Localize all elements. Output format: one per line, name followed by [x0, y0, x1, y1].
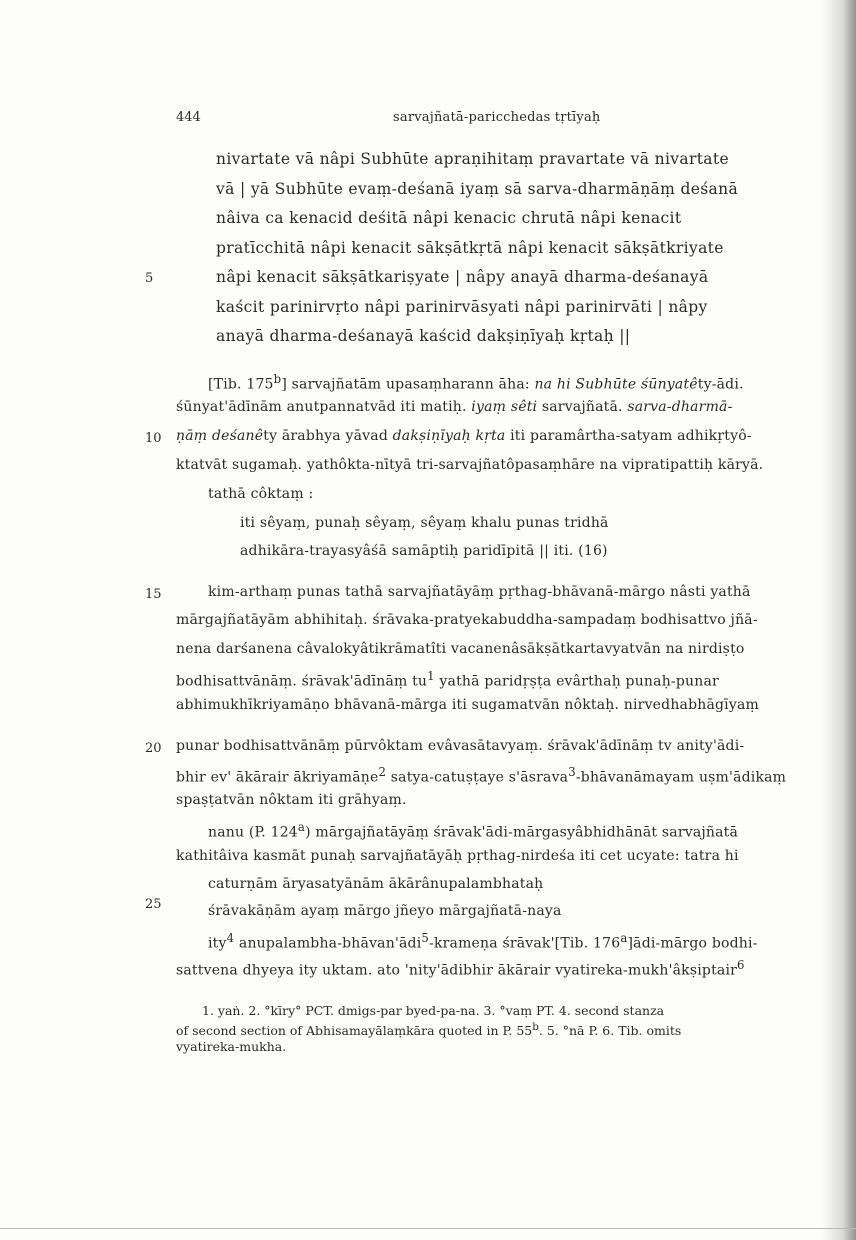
- commentary-line: [176, 958, 745, 979]
- footnote-line: vyatireka-mukha.: [176, 1039, 287, 1055]
- superscript: 5: [421, 931, 430, 945]
- text-run: anupalambha-bhāvan'ādi: [234, 935, 422, 952]
- footnotes: [176, 1003, 776, 1055]
- text-run: sattvena dhyeya ity uktam. ato 'nity'ādibhir ākārair vyatireka-mukh'âkṣiptair: [176, 962, 738, 979]
- commentary-line: mārgajñatāyām abhihitaḥ. śrāvaka-pratyekabuddha-sampadaṃ bodhisattvo jñā-: [176, 612, 758, 628]
- text-run: sarvajñatā.: [541, 399, 623, 415]
- commentary-line: nena darśanena câvalokyâtikrāmatîti vacanenâsākṣātkartavyatvān na nirdiṣṭo: [176, 641, 745, 657]
- line-number-15: 15: [145, 587, 162, 602]
- superscript: 6: [737, 958, 745, 972]
- line-number-10: 10: [145, 431, 162, 446]
- text-run: of second section of Abhisamayālaṃkāra quoted in P. 55: [176, 1023, 533, 1039]
- superscript: a: [620, 931, 628, 945]
- text-run: [Tib. 175: [208, 376, 274, 393]
- page-number: 444: [176, 110, 201, 125]
- text-run: nanu (P. 124: [208, 824, 298, 841]
- italic-run: sarva-dharmā-: [627, 399, 733, 415]
- text-run: ity: [208, 935, 227, 952]
- body-line: nivartate vā nâpi Subhūte apraṇihitaṃ pravartate vā nivartate: [216, 150, 729, 168]
- italic-run: ṇāṃ deśanê: [176, 428, 264, 444]
- text-run: ] sarvajñatām upasaṃharann āha:: [281, 376, 530, 393]
- body-line: vā | yā Subhūte evaṃ-deśanā iyaṃ sā sarva-dharmāṇāṃ deśanā: [216, 180, 739, 198]
- page-bottom-rule: [0, 1228, 856, 1229]
- text-run: -krameṇa śrāvak'[Tib. 176: [429, 935, 621, 952]
- italic-run: dakṣiṇīyaḥ kṛta: [392, 428, 506, 444]
- body-line: pratīcchitā nâpi kenacit sākṣātkṛtā nâpi kenacit sākṣātkriyate: [216, 239, 724, 257]
- line-number-5: 5: [145, 271, 154, 286]
- text-run: -bhāvanāmayam uṣm'ādikaṃ: [575, 769, 787, 786]
- italic-run: iyaṃ: [471, 399, 507, 415]
- superscript: 3: [568, 765, 576, 779]
- italic-run: sêti: [510, 399, 538, 415]
- commentary-line: kim-arthaṃ punas tathā sarvajñatāyāṃ pṛthag-bhāvanā-mārgo nâsti yathā: [208, 584, 751, 600]
- text-run: . 5. °nā P. 6. Tib. omits: [538, 1023, 682, 1039]
- text-run: ) mārgajñatāyāṃ śrāvak'ādi-mārgasyâbhidhānāt sarvajñatā: [305, 824, 739, 841]
- commentary-line: [176, 428, 752, 444]
- commentary-line: [176, 765, 786, 786]
- superscript: 2: [378, 765, 387, 779]
- commentary-line: abhimukhīkriyamāṇo bhāvanā-mārga iti sugamatvān nôktaḥ. nirvedhabhāgīyaṃ: [176, 697, 759, 713]
- commentary-line: kathitâiva kasmāt punaḥ sarvajñatāyāḥ pṛthag-nirdeśa iti cet ucyate: tatra hi: [176, 848, 739, 864]
- commentary-line: [208, 931, 758, 952]
- footnote-line: 1. yaṅ. 2. °kīry° PCT. dmigs-par byed-pa-na. 3. °vaṃ PT. 4. second stanza: [202, 1003, 665, 1018]
- superscript: b: [273, 372, 282, 386]
- verse-line: śrāvakāṇām ayaṃ mārgo jñeyo mārgajñatā-naya: [208, 903, 562, 919]
- text-run: yathā paridṛṣṭa evârthaḥ punaḥ-punar: [434, 673, 719, 690]
- superscript: 4: [226, 931, 235, 945]
- body-line: nâpi kenacit sākṣātkariṣyate | nâpy anayā dharma-deśanayā: [216, 268, 709, 286]
- commentary-line: punar bodhisattvānāṃ pūrvôktam evâvasātavyaṃ. śrāvak'ādīnāṃ tv anity'ādi-: [176, 738, 745, 754]
- footnote-line: [176, 1019, 776, 1039]
- commentary-line: ktatvāt sugamaḥ. yathôkta-nītyā tri-sarvajñatôpasaṃhāre na vipratipattiḥ kāryā.: [176, 457, 764, 473]
- text-run: ]ādi-mārgo bodhi-: [627, 935, 758, 952]
- line-number-25: 25: [145, 897, 162, 912]
- line-number-20: 20: [145, 741, 162, 756]
- text-run: bodhisattvānāṃ. śrāvak'ādīnāṃ tu: [176, 673, 428, 690]
- running-title: sarvajñatā-paricchedas tṛtīyaḥ: [393, 110, 601, 125]
- commentary-line: tathā côktaṃ :: [208, 486, 314, 502]
- verse-line: adhikāra-trayasyâśā samāptiḥ paridīpitā || iti. (16): [240, 543, 608, 559]
- superscript: a: [297, 820, 306, 834]
- commentary-line: [208, 820, 738, 841]
- text-run: śūnyat'ādīnām anutpannatvād iti matiḥ.: [176, 399, 467, 415]
- commentary-line: [176, 669, 719, 690]
- commentary-line: spaṣṭatvān nôktam iti grāhyaṃ.: [176, 792, 407, 808]
- verse-line: iti sêyaṃ, punaḥ sêyaṃ, sêyaṃ khalu punas tridhā: [240, 515, 609, 531]
- text-run: bhir ev' ākārair ākriyamāṇe: [176, 769, 379, 786]
- body-line: anayā dharma-deśanayā kaścid dakṣiṇīyaḥ kṛtaḥ ||: [216, 327, 631, 345]
- commentary-line: [176, 399, 733, 415]
- page-edge-shadow: [822, 0, 856, 1240]
- text-run: ty-ādi.: [697, 376, 744, 393]
- body-line: nâiva ca kenacid deśitā nâpi kenacic chrutā nâpi kenacit: [216, 209, 682, 227]
- body-line: kaścit parinirvṛto nâpi parinirvāsyati nâpi parinirvāti | nâpy: [216, 298, 708, 316]
- superscript: 1: [427, 669, 435, 683]
- italic-run: na hi Subhūte śūnyatê: [534, 376, 698, 393]
- text-run: satya-catuṣṭaye s'āsrava: [386, 769, 569, 786]
- superscript: b: [532, 1021, 539, 1033]
- commentary-line: [208, 372, 744, 393]
- text-run: ty ārabhya yāvad: [263, 428, 388, 444]
- verse-line: caturṇām āryasatyānām ākārânupalambhataḥ: [208, 876, 544, 892]
- text-run: iti paramârtha-satyam adhikṛtyô-: [510, 428, 752, 444]
